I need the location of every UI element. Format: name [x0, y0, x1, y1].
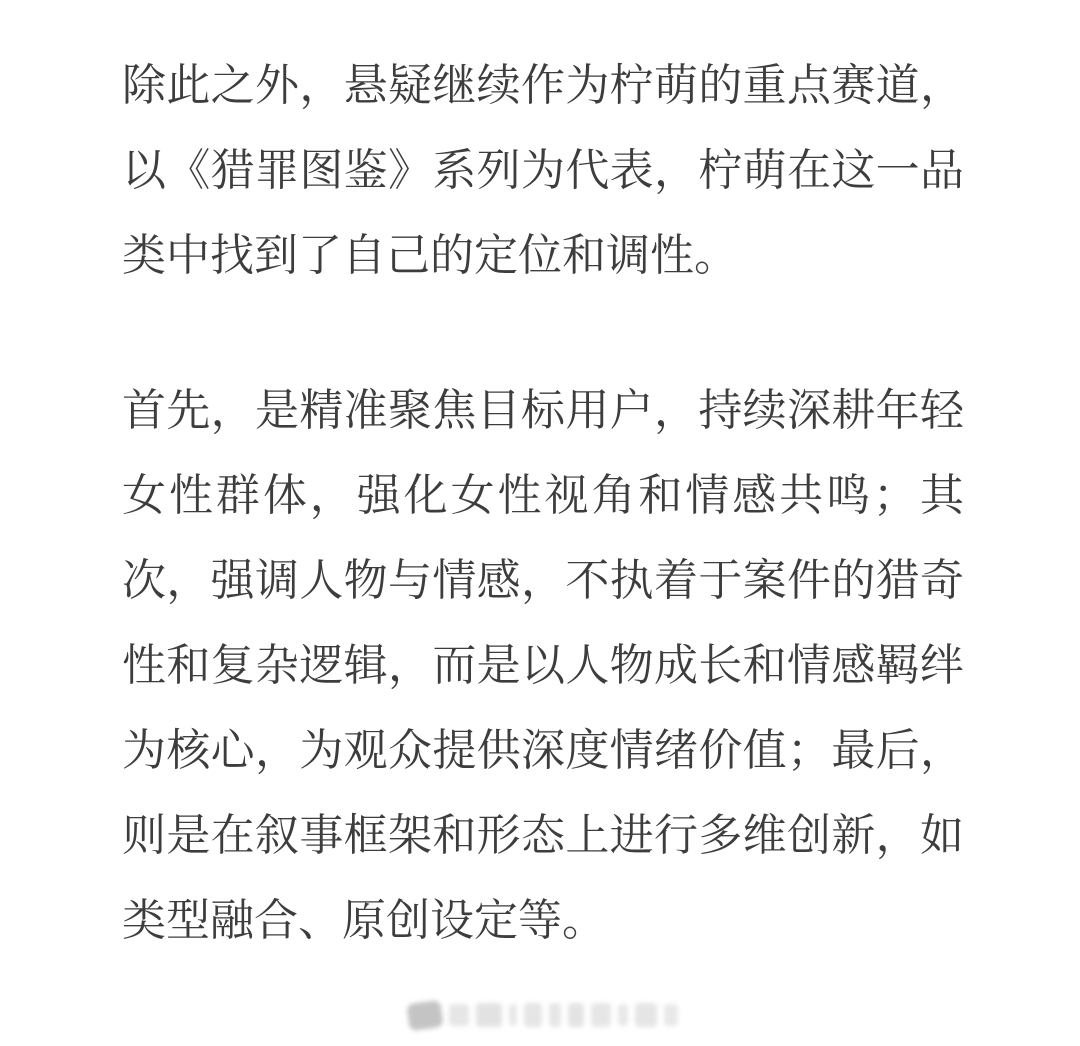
watermark-blob: [509, 1004, 517, 1026]
text-line: 首先，是精准聚焦目标用户，持续深耕年轻: [122, 386, 964, 435]
text-line: 则是在叙事框架和形态上进行多维创新，如: [122, 811, 964, 860]
watermark-blob: [591, 1003, 611, 1027]
watermark-blob: [664, 1004, 678, 1026]
watermark-logo-blob: [406, 999, 443, 1030]
text-line: 类中找到了自己的定位和调性。: [122, 231, 738, 280]
watermark-blob: [549, 1003, 561, 1027]
watermark-blob: [449, 1004, 469, 1026]
watermark-blob: [568, 1003, 584, 1027]
watermark-blob: [476, 1003, 502, 1027]
text-line: 除此之外，悬疑继续作为柠萌的重点赛道，: [122, 61, 964, 110]
watermark-blob: [618, 1004, 628, 1026]
text-line: 以《猎罪图鉴》系列为代表，柠萌在这一品: [122, 146, 964, 195]
watermark-blob: [524, 1003, 542, 1027]
watermark-blob: [635, 1003, 657, 1027]
paragraph-2: [122, 368, 964, 963]
text-line: 类型融合、原创设定等。: [122, 896, 606, 945]
text-line: 为核心，为观众提供深度情绪价值；最后，: [122, 726, 964, 775]
watermark: [408, 996, 678, 1034]
text-line: 次，强调人物与情感，不执着于案件的猎奇: [122, 556, 964, 605]
paragraph-1: [122, 43, 964, 298]
text-line: 性和复杂逻辑，而是以人物成长和情感羁绊: [122, 641, 964, 690]
text-line: 女性群体，强化女性视角和情感共鸣；其: [122, 471, 964, 520]
